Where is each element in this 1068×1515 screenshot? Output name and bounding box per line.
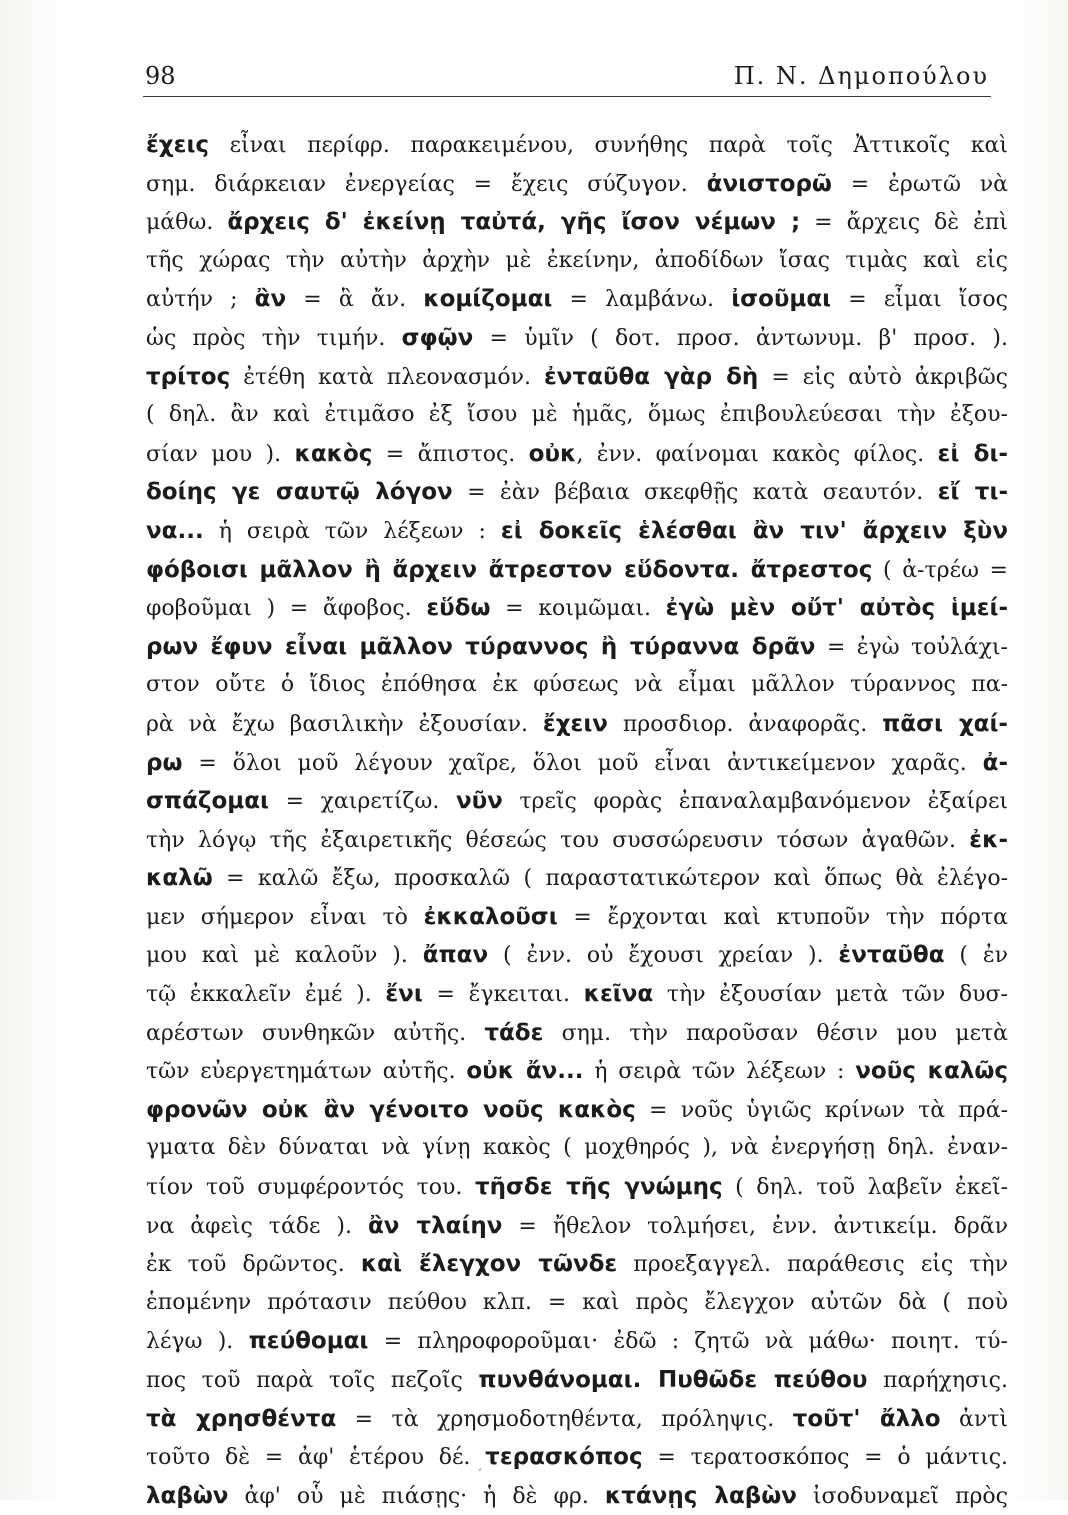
headword: ἄρχεις δ' ἐκείνῃ ταὐτά, γῆς ἴσον νέμων ; <box>227 209 801 236</box>
headword: λαβὼν <box>146 1482 229 1509</box>
text-line <box>146 1091 1008 1130</box>
gloss-text: μου καὶ μὲ καλοῦν ). <box>146 943 423 969</box>
text-line <box>146 435 1008 474</box>
headword: ἀ- <box>982 749 1008 776</box>
text-line <box>146 859 1008 898</box>
headword: ἐνταῦθα γὰρ δὴ <box>544 363 759 390</box>
headword: τὰ χρησθέντα <box>146 1405 337 1432</box>
text-line <box>146 782 1008 821</box>
gloss-text: αρέστων συνθηκῶν αὐτῆς. <box>146 1020 485 1046</box>
text-line <box>146 1438 1008 1480</box>
text-line <box>146 1168 1008 1207</box>
gloss-text: ὡς πρὸς τὴν τιμήν. <box>146 325 402 351</box>
gloss-text: = ἐρωτῶ νὰ <box>831 171 1008 197</box>
gloss-text: = ὑμῖν ( δοτ. προσ. ἀντωνυμ. β' προσ. ). <box>473 325 1008 351</box>
gloss-text: μάθω. <box>146 210 228 236</box>
gloss-text: τὴν ἐξουσίαν μετὰ τῶν δυσ- <box>653 982 1008 1008</box>
gloss-text: ἐτέθη κατὰ πλεονασμόν. <box>230 364 544 390</box>
gloss-text: = ἤθελον τολμήσει, ἐνν. ἀντικείμ. δρᾶν <box>502 1213 1008 1239</box>
commentary-text <box>146 126 1008 1515</box>
text-line <box>146 319 1008 358</box>
gloss-text: ( δηλ. ἂν καὶ ἐτιμᾶσο ἐξ ἴσου μὲ ἡμᾶς, ὅμως ἐπιβουλεύεσαι τὴν ἐξου- <box>146 402 1008 428</box>
gloss-text: προεξαγγελ. παράθεσις εἰς τὴν <box>617 1252 1008 1278</box>
gloss-text: ἡ σειρὰ τῶν λέξεων : <box>583 1059 856 1085</box>
text-line <box>146 1400 1008 1439</box>
gloss-text: = ἔγκειται. <box>422 982 584 1008</box>
text-line <box>146 1322 1008 1361</box>
text-line <box>146 1052 1008 1091</box>
text-line <box>146 744 1008 783</box>
gloss-text: εἶναι περίφρ. παρακειμένου, συνήθης παρὰ τοῖς Ἀττικοῖς καὶ <box>209 133 1008 158</box>
headword: εὕδω <box>426 595 491 622</box>
text-line <box>146 705 1008 744</box>
headword: καλῶ <box>146 865 213 892</box>
headword: ἂν <box>254 286 287 313</box>
gloss-text: τῶν εὐεργετημάτων αὐτῆς. <box>146 1059 467 1085</box>
gloss-text: ἑπομένην πρότασιν πεύθου κλπ. = καὶ πρὸς ἔλεγχον αὐτῶν δὰ ( ποὺ <box>146 1289 1008 1315</box>
headword: πυνθάνομαι. Πυθῶδε πεύθου <box>478 1367 868 1393</box>
gloss-text: φοβοῦμαι ) = ἄφοβος. <box>146 596 427 622</box>
gloss-text: = κοιμῶμαι. <box>490 596 666 622</box>
headword: κεῖνα <box>583 981 654 1008</box>
headword: ἐκκαλοῦσι <box>423 903 558 930</box>
gloss-text: = πληροφοροῦμαι· ἐδῶ : ζητῶ νὰ μάθω· ποιητ. τύ- <box>368 1329 1008 1355</box>
gloss-text: τρεῖς φορὰς ἐπαναλαμβανόμενον ἐξαίρει <box>502 789 1008 815</box>
gloss-text: = τερατοσκόπος = ὁ μάντις. <box>642 1445 1008 1471</box>
headword: κομίζομαι <box>423 286 553 313</box>
text-line <box>146 936 1008 975</box>
headword: πεύθομαι <box>248 1328 369 1355</box>
headword: ἄπαν <box>422 942 489 969</box>
headword: οὐκ ἄν... <box>466 1058 584 1085</box>
author-name: Π. Ν. Δημοπούλου <box>733 62 989 90</box>
headword: οὐκ <box>528 440 577 467</box>
headword: κακὸς <box>294 440 373 467</box>
gloss-text: = χαιρετίζω. <box>269 789 456 815</box>
gloss-text: ( δηλ. τοῦ λαβεῖν ἐκεῖ- <box>722 1175 1008 1201</box>
text-line <box>146 589 1008 628</box>
gloss-text: τὴν λόγῳ τῆς ἐξαιρετικῆς θέσεώς του συσσώρευσιν τόσων ἀγαθῶν. <box>146 827 970 853</box>
text-line <box>146 1014 1008 1053</box>
gloss-text: = λαμβάνω. <box>552 287 732 313</box>
headword: ἂν τλαίην <box>367 1212 503 1239</box>
gloss-text: = νοῦς ὑγιῶς κρίνων τὰ πρά- <box>635 1097 1008 1123</box>
headword: ἔχειν <box>542 710 608 737</box>
gloss-text: τῷ ἐκκαλεῖν ἐμέ ). <box>146 982 386 1008</box>
gloss-text: τοῦτο δὲ = ἀφ' ἑτέρου δέ. <box>146 1445 486 1471</box>
headword: ἐνταῦθα <box>838 942 945 969</box>
headword: φρονῶν οὐκ ἂν γένοιτο νοῦς κακὸς <box>146 1096 636 1123</box>
headword: δοίης γε σαυτῷ λόγον <box>146 479 453 506</box>
headword: ρων ἔφυν εἶναι μᾶλλον τύραννος ἢ τύραννα δρᾶν <box>146 633 816 660</box>
text-line <box>146 551 1008 590</box>
gloss-text: ἀφ' οὗ μὲ πιάσῃς· ἡ δὲ φρ. <box>228 1483 605 1509</box>
gloss-text: μεν σήμερον εἶναι τὸ <box>146 904 424 930</box>
gloss-text: να ἀφεὶς τάδε ). <box>146 1213 368 1239</box>
headword: εἴ τι- <box>937 479 1008 506</box>
gloss-text: = εἶμαι ἴσος <box>831 287 1008 313</box>
headword: ἰσοῦμαι <box>731 286 832 313</box>
headword: νῦν <box>455 788 503 815</box>
text-line <box>146 1129 1008 1168</box>
page-number: 98 <box>145 62 176 90</box>
headword: εἰ δοκεῖς ἑλέσθαι ἂν τιν' ἄρχειν ξὺν <box>500 517 1008 544</box>
text-line <box>146 898 1008 937</box>
gloss-text: λέγω ). <box>146 1329 249 1355</box>
gloss-text: σημ. διάρκειαν ἐνεργείας = ἔχεις σύζυγον. <box>146 171 707 197</box>
text-line <box>146 1245 1008 1284</box>
headword: κτάνῃς λαβὼν <box>604 1482 797 1509</box>
gloss-text: παρήχησις. <box>867 1368 1008 1393</box>
headword: φόβοισι μᾶλλον ἢ ἄρχειν ἄτρεστον εὕδοντα. ἄτρεστος <box>146 556 873 583</box>
text-line <box>146 512 1008 551</box>
gloss-text: ( ἐν <box>944 943 1008 969</box>
headword: ρω <box>146 749 183 776</box>
headword: σφῷν <box>401 324 474 351</box>
gloss-text: ρὰ νὰ ἔχω βασιλικὴν ἐξουσίαν. <box>146 711 543 737</box>
text-line <box>146 1207 1008 1246</box>
headword: νοῦς καλῶς <box>855 1058 1008 1085</box>
headword: τάδε <box>484 1019 544 1046</box>
gloss-text: ἀντὶ <box>940 1406 1008 1432</box>
headword: τῆσδε τῆς γνώμης <box>474 1174 723 1201</box>
paper-speck: ʻ <box>478 1466 482 1480</box>
headword: ἐκ- <box>969 826 1008 853</box>
gloss-text: πος τοῦ παρὰ τοῖς πεζοῖς <box>146 1368 479 1393</box>
gloss-text: = καλῶ ἔξω, προσκαλῶ ( παραστατικώτερον καὶ ὅπως θὰ ἐλέγο- <box>212 866 1008 892</box>
gloss-text: = ἄπιστος. <box>372 441 529 467</box>
text-line <box>146 280 1008 319</box>
headword: εἰ δι- <box>937 440 1008 467</box>
headword: τοῦτ' ἄλλο <box>792 1405 941 1432</box>
gloss-text: = ἔρχονται καὶ κτυποῦν τὴν πόρτα <box>557 904 1008 930</box>
headword: τερασκόπος <box>485 1444 643 1471</box>
text-line <box>146 821 1008 860</box>
text-line <box>146 396 1008 435</box>
gloss-text: ἐκ τοῦ δρῶντος. <box>146 1252 361 1278</box>
gloss-text: = εἰς αὐτὸ ἀκριβῶς <box>758 364 1008 390</box>
gloss-text: ( ἀ-τρέω = <box>872 557 1008 583</box>
running-head <box>143 58 991 97</box>
gloss-text: προσδιορ. ἀναφορᾶς. <box>607 711 883 737</box>
text-line <box>146 975 1008 1014</box>
gloss-text: = ὅλοι μοῦ λέγουν χαῖρε, ὅλοι μοῦ εἶναι ἀντικείμενον χαρᾶς. <box>182 750 983 776</box>
gloss-text: γματα δὲν δύναται νὰ γίνῃ κακὸς ( μοχθηρός ), νὰ ἐνεργήσῃ δηλ. ἐναν- <box>146 1135 1008 1161</box>
gloss-text: = ἃ ἄν. <box>286 287 424 313</box>
text-line <box>146 1477 1008 1515</box>
headword: ἀνιστορῶ <box>706 170 832 197</box>
gloss-text: ( ἐνν. οὐ ἔχουσι χρείαν ). <box>488 943 839 969</box>
gloss-text: στον οὔτε ὁ ἴδιος ἐπόθησα ἐκ φύσεως νὰ εἶμαι μᾶλλον τύραννος πα- <box>146 672 1008 698</box>
gloss-text: = τὰ χρησμοδοτηθέντα, πρόληψις. <box>336 1406 793 1432</box>
headword: τρίτος <box>146 363 231 390</box>
headword: καὶ ἔλεγχον τῶνδε <box>360 1251 618 1278</box>
gloss-text: = ἐγὼ τοὐλάχι- <box>815 634 1008 660</box>
gloss-text: τῆς χώρας τὴν αὐτὴν ἀρχὴν μὲ ἐκείνην, ἀποδίδων ἴσας τιμὰς καὶ εἰς <box>146 247 1008 273</box>
text-line <box>146 473 1008 512</box>
headword: ἔχεις <box>146 132 210 158</box>
gloss-text: , ἐνν. φαίνομαι κακὸς φίλος. <box>576 441 938 467</box>
headword: να... <box>146 517 204 544</box>
gloss-text: σίαν μου ). <box>146 441 295 467</box>
text-line <box>146 1284 1008 1323</box>
gloss-text: ἡ σειρὰ τῶν λέξεων : <box>203 518 501 544</box>
headword: ἔνι <box>385 981 423 1008</box>
text-line <box>146 358 1008 397</box>
gloss-text: σημ. τὴν παροῦσαν θέσιν μου μετὰ <box>543 1020 1008 1046</box>
headword: σπάζομαι <box>146 788 269 815</box>
text-line <box>146 1361 1008 1400</box>
gloss-text: = ἐὰν βέβαια σκεφθῇς κατὰ σεαυτόν. <box>452 480 938 506</box>
gloss-text: ἰσοδυναμεῖ πρὸς <box>796 1483 1008 1509</box>
text-line <box>146 126 1008 165</box>
headword: πᾶσι χαί- <box>882 710 1008 737</box>
text-line <box>146 165 1008 204</box>
headword: ἐγὼ μὲν οὔτ' αὐτὸς ἱμεί- <box>665 595 1008 622</box>
text-line <box>146 242 1008 281</box>
text-line <box>146 628 1008 667</box>
text-line <box>146 666 1008 705</box>
text-line <box>146 203 1008 242</box>
gloss-text: τίον τοῦ συμφέροντός του. <box>146 1175 475 1201</box>
gloss-text: = ἄρχεις δὲ ἐπὶ <box>800 210 1008 236</box>
gloss-text: αὐτήν ; <box>146 287 255 313</box>
